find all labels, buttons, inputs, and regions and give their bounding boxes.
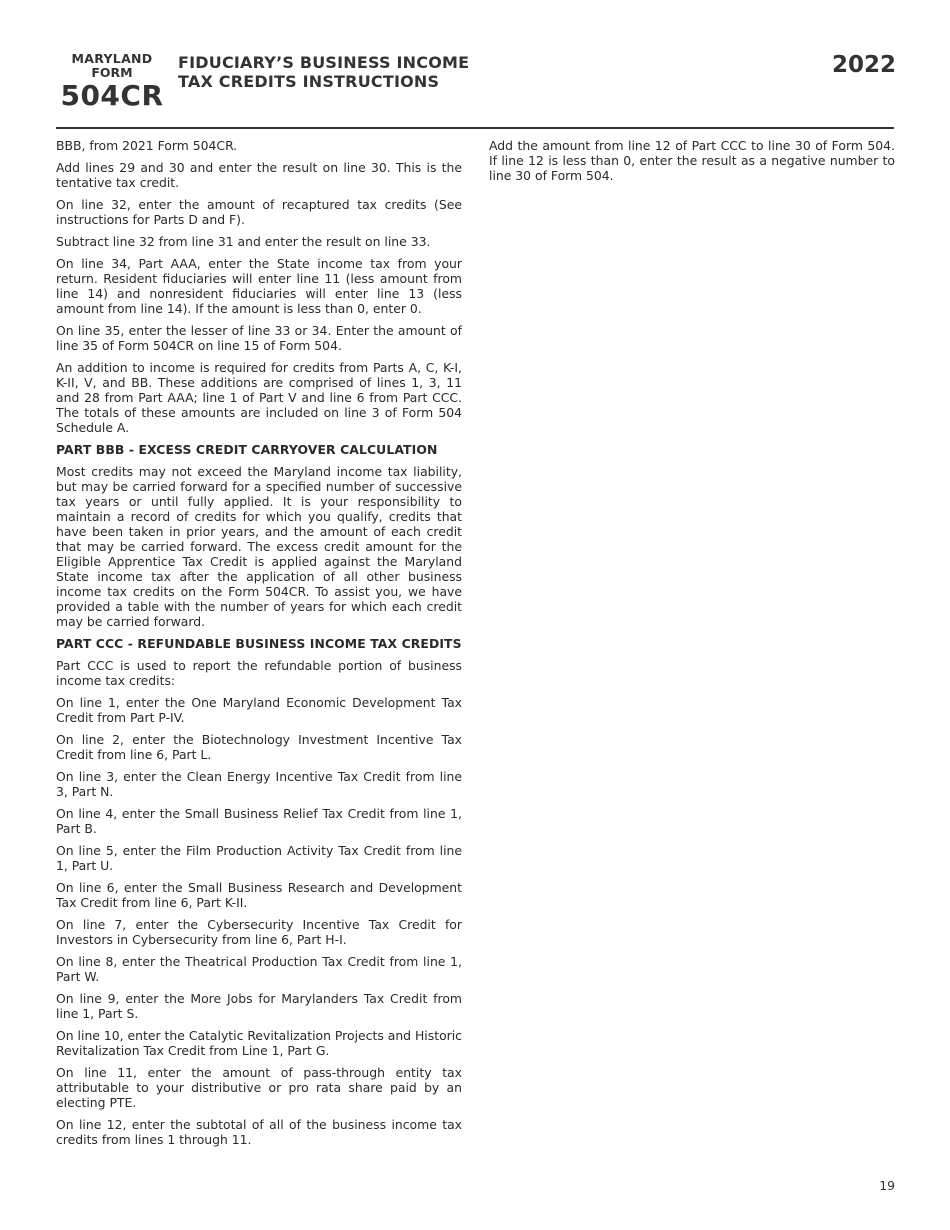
paragraph: On line 35, enter the lesser of line 33 or 34. Enter the amount of line 35 of Form 504CR on line 15 of Form 504. (56, 323, 462, 353)
paragraph: On line 6, enter the Small Business Research and Development Tax Credit from line 6, Part K-II. (56, 880, 462, 910)
paragraph: On line 9, enter the More Jobs for Marylanders Tax Credit from line 1, Part S. (56, 991, 462, 1021)
paragraph: On line 11, enter the amount of pass-through entity tax attributable to your distributive or pro rata share paid by an electing PTE. (56, 1065, 462, 1110)
paragraph: On line 34, Part AAA, enter the State income tax from your return. Resident fiduciaries will enter line 11 (less amount from line 14) and nonresident fiduciaries will enter line 13 (less amount from line 14). If the amount is less than 0, enter 0. (56, 256, 462, 316)
title-line-1: FIDUCIARY’S BUSINESS INCOME (178, 53, 470, 72)
paragraph: Most credits may not exceed the Maryland income tax liability, but may be carried forward for a specified number of successive tax years or until fully applied. It is your responsibility to maintain a record of credits for which you qualify, credits that have been taken in prior years, and the amount of each credit that may be carried forward. The excess credit amount for the Eligible Apprentice Tax Credit is applied against the Maryland State income tax after the application of all other business income tax credits on the Form 504CR. To assist you, we have provided a table with the number of years for which each credit may be carried forward. (56, 464, 462, 629)
paragraph: Add the amount from line 12 of Part CCC to line 30 of Form 504. If line 12 is less than 0, enter the result as a negative number to line 30 of Form 504. (489, 138, 895, 183)
paragraph: On line 10, enter the Catalytic Revitalization Projects and Historic Revitalization Tax Credit from Line 1, Part G. (56, 1028, 462, 1058)
form-identifier (60, 52, 164, 111)
paragraph: Add lines 29 and 30 and enter the result on line 30. This is the tentative tax credit. (56, 160, 462, 190)
page-number: 19 (879, 1178, 895, 1193)
tax-year: 2022 (831, 52, 896, 78)
title-line-2: TAX CREDITS INSTRUCTIONS (178, 72, 440, 91)
paragraph: Part CCC is used to report the refundable portion of business income tax credits: (56, 658, 462, 688)
header-divider (56, 127, 894, 129)
paragraph: BBB, from 2021 Form 504CR. (56, 138, 238, 153)
form-header (56, 52, 896, 112)
page-title (178, 53, 469, 91)
paragraph: On line 7, enter the Cybersecurity Incentive Tax Credit for Investors in Cybersecurity from line 6, Part H-I. (56, 917, 462, 947)
form-number: 504CR (60, 79, 164, 112)
paragraph: On line 5, enter the Film Production Activity Tax Credit from line 1, Part U. (56, 843, 462, 873)
paragraph: On line 1, enter the One Maryland Economic Development Tax Credit from Part P-IV. (56, 695, 462, 725)
paragraph: An addition to income is required for credits from Parts A, C, K-I, K-II, V, and BB. These additions are comprised of lines 1, 3, 11 and 28 from Part AAA; line 1 of Part V and line 6 from Part CCC. The totals of these amounts are included on line 3 of Form 504 Schedule A. (56, 360, 462, 435)
section-heading: PART BBB - EXCESS CREDIT CARRYOVER CALCULATION (56, 442, 438, 457)
left-column (56, 138, 462, 1154)
paragraph: On line 12, enter the subtotal of all of the business income tax credits from lines 1 through 11. (56, 1117, 462, 1147)
paragraph: On line 3, enter the Clean Energy Incentive Tax Credit from line 3, Part N. (56, 769, 462, 799)
right-column (489, 138, 895, 190)
paragraph: On line 8, enter the Theatrical Production Tax Credit from line 1, Part W. (56, 954, 462, 984)
form-state: MARYLAND (71, 51, 153, 66)
paragraph: On line 4, enter the Small Business Relief Tax Credit from line 1, Part B. (56, 806, 462, 836)
paragraph: Subtract line 32 from line 31 and enter the result on line 33. (56, 234, 431, 249)
section-heading: PART CCC - REFUNDABLE BUSINESS INCOME TAX CREDITS (56, 636, 462, 651)
form-label: FORM (91, 65, 133, 80)
paragraph: On line 32, enter the amount of recaptured tax credits (See instructions for Parts D and F). (56, 197, 462, 227)
paragraph: On line 2, enter the Biotechnology Investment Incentive Tax Credit from line 6, Part L. (56, 732, 462, 762)
